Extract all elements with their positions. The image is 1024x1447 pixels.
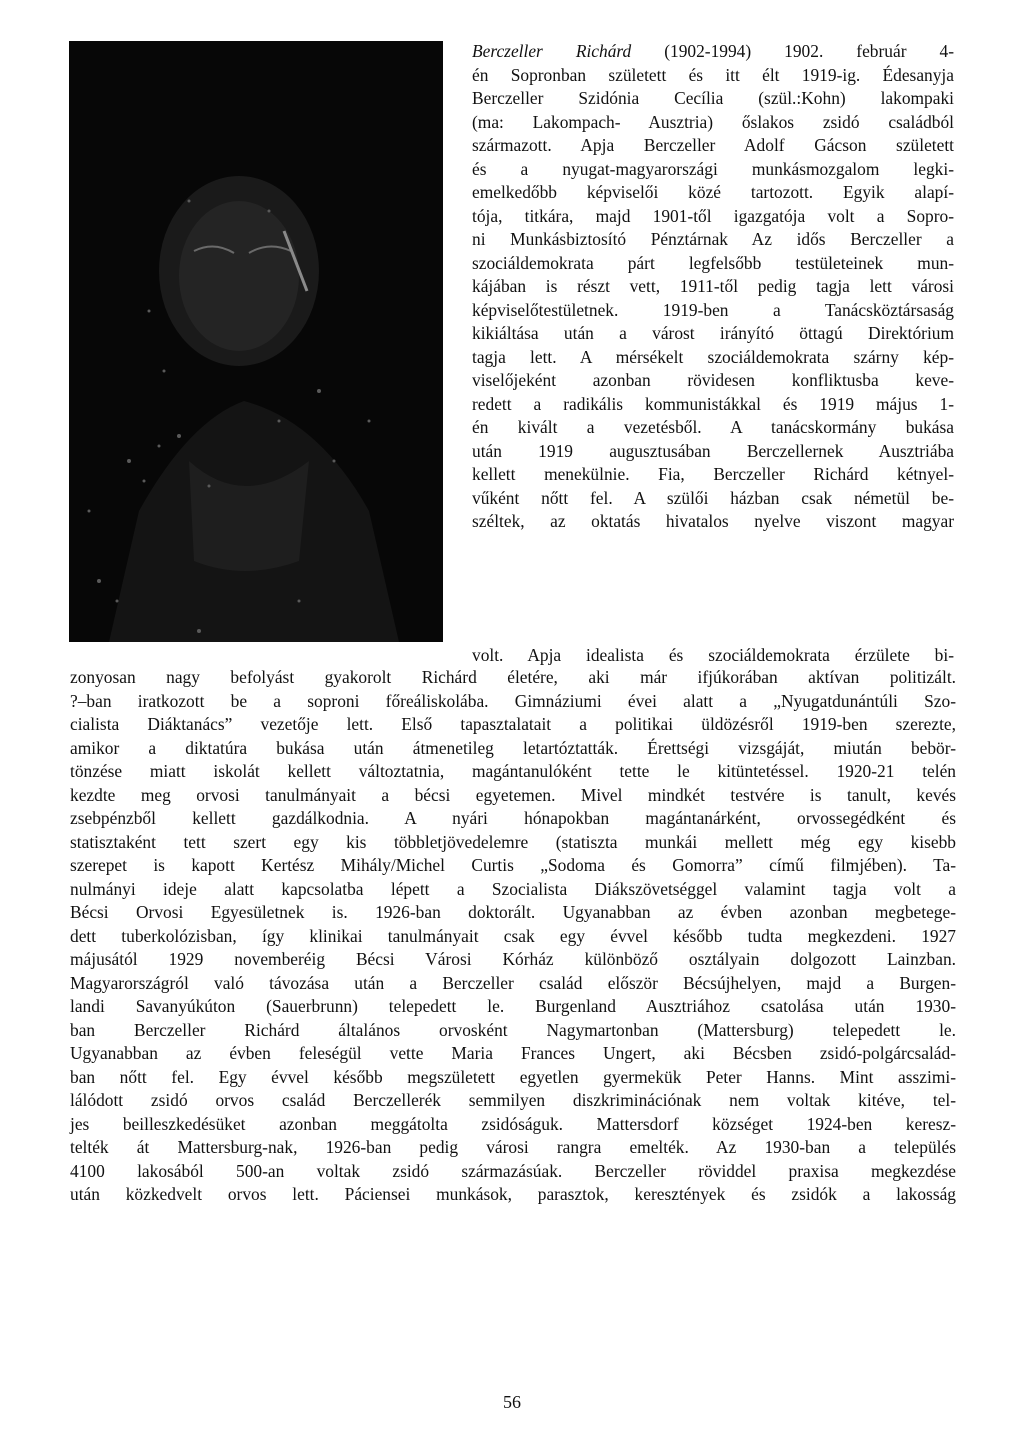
portrait-photo <box>69 41 443 642</box>
text-line: széltek, az oktatás hivatalos nyelve viszont magyar <box>472 511 954 531</box>
text-line: zonyosan nagy befolyást gyakorolt Richárd életére, aki már ifjúkorában aktívan politizált. <box>70 667 956 687</box>
text-line: kellett menekülnie. Fia, Berczeller Richárd kétnyel- <box>472 464 954 484</box>
text-line: statisztaként tett szert egy kis többletjövedelemre (statiszta munkái mellett még egy kisebb <box>70 831 956 852</box>
text-line: redett a radikális kommunistákkal és 1919 május 1- <box>472 393 954 414</box>
volt-line-wrap <box>472 644 954 668</box>
text-line: kikiáltása után a várost irányító öttagú Direktórium <box>472 323 954 343</box>
text-line: telték át Mattersburg-nak, 1926-ban pedig városi rangra emelték. Az 1930-ban a település <box>70 1137 956 1157</box>
text-line: származott. Apja Berczeller Adolf Gácson született <box>472 135 954 155</box>
text-line: cialista Diáktanács” vezetője lett. Első tapasztalatait a politikai üldözésről 1919-ben szerezte, <box>70 714 956 734</box>
article-full-width <box>70 666 956 1207</box>
text-line: és a nyugat-magyarországi munkásmozgalom legki- <box>472 158 954 179</box>
text-line: én Sopronban született és itt élt 1919-ig. Édesanyja <box>472 64 954 85</box>
subject-name: Berczeller Richárd <box>472 41 632 61</box>
text-line: 4100 lakosából 500-an voltak zsidó származásúak. Berczeller röviddel praxisa megkezdése <box>70 1160 956 1181</box>
text-line: dett tuberkolózisban, így klinikai tanulmányait csak egy évvel később tudta megkezdeni. 1927 <box>70 925 956 946</box>
text-line: kájában is részt vett, 1911-től pedig tagja lett városi <box>472 276 954 296</box>
text-line: Bécsi Orvosi Egyesületnek is. 1926-ban doktorált. Ugyanabban az évben azonban megbetege- <box>70 902 956 922</box>
text-line: tója, titkára, majd 1901-től igazgatója volt a Sopro- <box>472 205 954 226</box>
text-line: landi Savanyúkúton (Sauerbrunn) telepedett le. Burgenland Ausztriához csatolása után 1930- <box>70 996 956 1016</box>
text-line: én kivált a vezetésből. A tanácskormány bukása <box>472 417 954 437</box>
text-line: (ma: Lakompach- Ausztria) őslakos zsidó családból <box>472 111 954 132</box>
portrait-photo-graphic <box>69 41 443 642</box>
article-right-column <box>472 40 954 534</box>
text-line: ni Munkásbiztosító Pénztárnak Az idős Berczeller a <box>472 229 954 249</box>
first-line <box>472 40 954 64</box>
text-line: jes beilleszkedésüket azonban meggátolta zsidóságuk. Mattersdorf községet 1924-ben keresz- <box>70 1113 956 1134</box>
page-number: 56 <box>503 1392 521 1412</box>
text-line: viselőjeként azonban rövidesen konfliktusba keve- <box>472 370 954 390</box>
text-line: ban nőtt fel. Egy évvel később megszületett egyetlen gyermekük Peter Hanns. Mint asszimi- <box>70 1066 956 1087</box>
text-line: tönzése miatt iskolát kellett változtatnia, magántanulóként tette le kitüntetéssel. 1920-21 telén <box>70 761 956 781</box>
text-line: Berczeller Szidónia Cecília (szül.:Kohn) lakompaki <box>472 88 954 108</box>
text-line: szociáldemokrata párt legfelsőbb testületeinek mun- <box>472 252 954 273</box>
text-line: vűként nőtt fel. A szülői házban csak németül be- <box>472 487 954 508</box>
first-line-rest: (1902-1994) 1902. február 4- <box>631 41 954 61</box>
text-line: képviselőtestületnek. 1919-ben a Tanácsköztársaság <box>472 299 954 320</box>
text-line: nulmányi ideje alatt kapcsolatba lépett a Szocialista Diákszövetséggel valamint tagja volt a <box>70 878 956 899</box>
text-line: szerepet is kapott Kertész Mihály/Michel Curtis „Sodoma és Gomorra” című filmjében). Ta- <box>70 855 956 875</box>
text-line: emelkedőbb képviselői közé tartozott. Egyik alapí- <box>472 182 954 202</box>
text-line: Ugyanabban az évben feleségül vette Maria Frances Ungert, aki Bécsben zsidó-polgárcsalád- <box>70 1043 956 1063</box>
text-line: tagja lett. A mérsékelt szociáldemokrata szárny kép- <box>472 346 954 367</box>
text-line: volt. Apja idealista és szociáldemokrata érzülete bi- <box>472 645 954 665</box>
text-line: lálódott zsidó orvos család Berczellerék semmilyen diszkriminációnak nem voltak kitéve, tel- <box>70 1090 956 1110</box>
text-line: kezdte meg orvosi tanulmányait a bécsi egyetemen. Mivel mindkét testvére is tanult, kevés <box>70 784 956 805</box>
text-line: ban Berczeller Richárd általános orvosként Nagymartonban (Mattersburg) telepedett le. <box>70 1019 956 1040</box>
text-line: zsebpénzből kellett gazdálkodnia. A nyári hónapokban magántanárként, orvossegédként és <box>70 808 956 828</box>
text-line: májusától 1929 novemberéig Bécsi Városi Kórház különböző osztályain dolgozott Lainzban. <box>70 949 956 969</box>
text-line: után 1919 augusztusában Berczellernek Ausztriába <box>472 440 954 461</box>
text-line: ?–ban iratkozott be a soproni főreáliskolába. Gimnáziumi évei alatt a „Nyugatdunántúli Szo- <box>70 690 956 711</box>
text-line: Magyarországról való távozása után a Berczeller család először Bécsújhelyen, majd a Burgen- <box>70 972 956 993</box>
text-line: után közkedvelt orvos lett. Páciensei munkások, parasztok, keresztények és zsidók a lakosság <box>70 1184 956 1204</box>
text-line: amikor a diktatúra bukása után átmenetileg letartóztatták. Érettségi vizsgáját, miután bebör- <box>70 737 956 758</box>
